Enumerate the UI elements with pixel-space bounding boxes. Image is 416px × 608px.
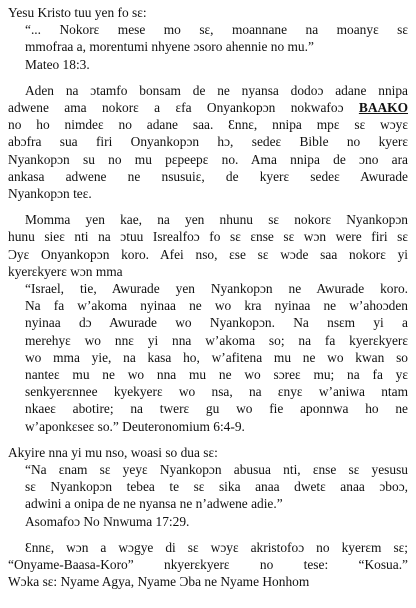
text-line: Akyire nna yi mu nso, woasi so dua sɛ: (8, 444, 218, 460)
text-line: Nyankopɔn teɛ. (8, 186, 92, 202)
quote-line: nkaeɛ abotire; na twerɛ gu wo fie aponnwa ho ne (25, 401, 408, 417)
quote-line: “Israel, tie, Awurade yen Nyankopɔn ne Awurade koro. (25, 281, 408, 297)
paragraph-4 (8, 444, 408, 530)
quote-line: wo mma yie, na kasa ho, w’afitena mu ne wo kwan so (25, 349, 408, 365)
quote-line: Na fa w’akoma nyinaa ne wo kra nyinaa ne w’ahoɔden (25, 298, 408, 314)
text-span: adwene ama nokorɛ a ɛfa Onyankopɔn nokwafoɔ (8, 100, 359, 116)
text-line (8, 99, 408, 116)
quote-line: adwini a onipa de ne nyansa ne n’adwene adie.” (25, 496, 283, 512)
emphasis-baako: BAAKO (358, 100, 408, 116)
text-line: no ho nimdeɛ no adane saa. Ɛnnɛ, nnipa mpɛ sɛ wɔyɛ (8, 117, 408, 133)
quote-line: senkyerɛnnee kyekyerɛ wo nsa, na ɛnyɛ w’aniwa ntam (25, 384, 408, 400)
text-line: Aden na ɔtamfo bonsam de ne nyansa dodoɔ adane nnipa (25, 82, 408, 98)
paragraph-5 (8, 539, 408, 591)
text-line: Yesu Kristo tuu yen fo sɛ: (8, 5, 147, 20)
text-line: “Onyame-Baasa-Koro” nkyerɛkyerɛ no tese: “Kosua.” (8, 557, 408, 573)
quote-line: “... Nokorɛ mese mo sɛ, moannane na moanyɛ sɛ (25, 22, 408, 38)
text-line: Ɛnnɛ, wɔn a wɔgye di sɛ wɔyɛ akristofoɔ no kyerɛm sɛ; (25, 539, 408, 555)
citation: w’aponkɛseɛ so.” Deuteronomium 6:4-9. (25, 418, 245, 434)
quote-line: nyinaa dɔ Awurade wo Nyankopɔn. Na nsɛm yi a (25, 315, 408, 331)
citation: Asomafoɔ No Nnwuma 17:29. (25, 513, 190, 529)
quote-line: nanteɛ mu ne wo nna mu ne wo sɔreɛ mu; na fa yɛ (25, 367, 408, 383)
citation: Mateo 18:3. (25, 56, 90, 72)
text-line: ankasa adwene ne nsusuiɛ, de kyerɛ sedeɛ Awurade (8, 168, 408, 184)
text-line: abɔfra sua firi Onyankopɔn hɔ, sedeɛ Bible no kyerɛ (8, 134, 408, 150)
text-line: hunu sieɛ nti na ɔtuu Isrealfoɔ fo sɛ ɛnse sɛ wɔn were firi sɛ (8, 229, 408, 245)
paragraph-3 (8, 211, 408, 435)
quote-line: mmofraa a, morentumi nhyene ɔsoro ahennie no mu.” (25, 39, 314, 55)
paragraph-2 (8, 82, 408, 202)
quote-line: sɛ Nyankopɔn tebea te sɛ sika anaa dwetɛ anaa ɔboɔ, (25, 479, 408, 495)
quote-line: merehyɛ wo nnɛ yi nna w’akoma so; na fa kyerɛkyerɛ (25, 332, 408, 348)
text-line: kyerɛkyerɛ wɔn mma (8, 263, 123, 279)
quote-line: “Na ɛnam sɛ yeyɛ Nyankopɔn abusua nti, ɛnse sɛ yesusu (25, 462, 408, 478)
text-line: Momma yen kae, na yen nhunu sɛ nokorɛ Nyankopɔn (25, 212, 408, 228)
text-line: Ɔyɛ Onyankopɔn koro. Afei nso, ɛse sɛ wɔde saa nokorɛ yi (8, 246, 408, 262)
intro-paragraph (8, 4, 408, 73)
text-line: Wɔka sɛ: Nyame Agya, Nyame Ɔba ne Nyame Honhom (8, 574, 310, 590)
text-line: Nyankopɔn su no mu pɛpeepɛ no. Ama nnipa de ɔno ara (8, 151, 408, 167)
